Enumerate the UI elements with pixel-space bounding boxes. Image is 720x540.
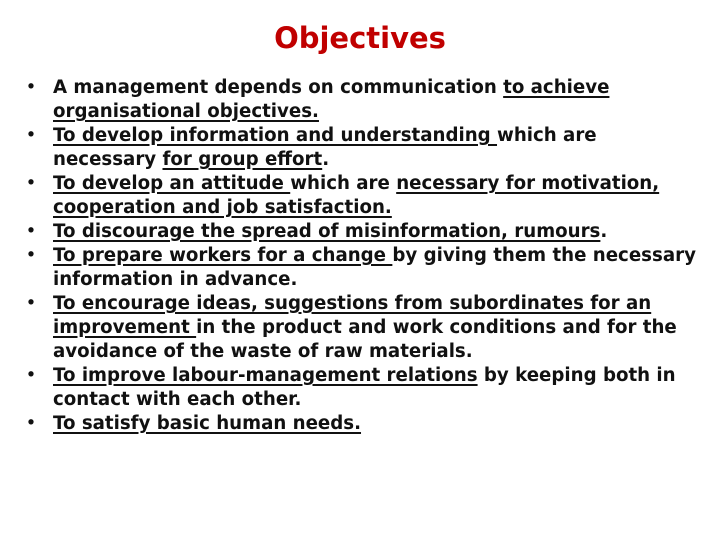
- bullet-list: [24, 76, 704, 436]
- underlined-text: to achieve organisational objectives.: [53, 77, 610, 122]
- bullet-dot-icon: •: [25, 173, 37, 194]
- bullet-dot-icon: •: [25, 245, 37, 266]
- underlined-text: To encourage ideas, suggestions from subordinates for an improvement: [53, 293, 652, 338]
- bullet-dot-icon: •: [25, 365, 37, 386]
- bullet-dot-icon: •: [25, 221, 37, 242]
- bullet-dot-icon: •: [25, 413, 37, 434]
- bullet-dot-icon: •: [25, 293, 37, 314]
- bullet-text: by keeping both in contact with each other.: [53, 365, 676, 410]
- bullet-item: [24, 412, 704, 436]
- bullet-text: .: [322, 149, 330, 170]
- bullet-dot-icon: •: [25, 125, 37, 146]
- bullet-item: [24, 364, 704, 412]
- underlined-text: To prepare workers for a change: [53, 245, 393, 266]
- underlined-text: To develop an attitude: [53, 173, 291, 194]
- bullet-text: A management depends on communication: [53, 77, 504, 98]
- underlined-text: To discourage the spread of misinformation, rumours: [53, 221, 601, 242]
- bullet-text: in the product and work conditions and for the avoidance of the waste of raw materials.: [53, 317, 677, 362]
- bullet-text: by giving them the necessary information in advance.: [53, 245, 696, 290]
- bullet-item: [24, 172, 704, 220]
- bullet-item: [24, 220, 704, 244]
- underlined-text: for group effort: [162, 149, 323, 170]
- bullet-item: [24, 124, 704, 172]
- bullet-text: which are: [290, 173, 397, 194]
- bullet-item: [24, 244, 704, 292]
- bullet-text: which are necessary: [53, 125, 597, 170]
- underlined-text: To improve labour-management relations: [53, 365, 478, 386]
- bullet-item: [24, 76, 704, 124]
- bullet-dot-icon: •: [25, 77, 37, 98]
- underlined-text: To develop information and understanding: [53, 125, 498, 146]
- bullet-item: [24, 292, 704, 364]
- underlined-text: To satisfy basic human needs.: [53, 413, 362, 434]
- bullet-text: .: [600, 221, 608, 242]
- underlined-text: necessary for motivation, cooperation and job satisfaction.: [53, 173, 660, 218]
- slide-title: Objectives: [274, 21, 446, 55]
